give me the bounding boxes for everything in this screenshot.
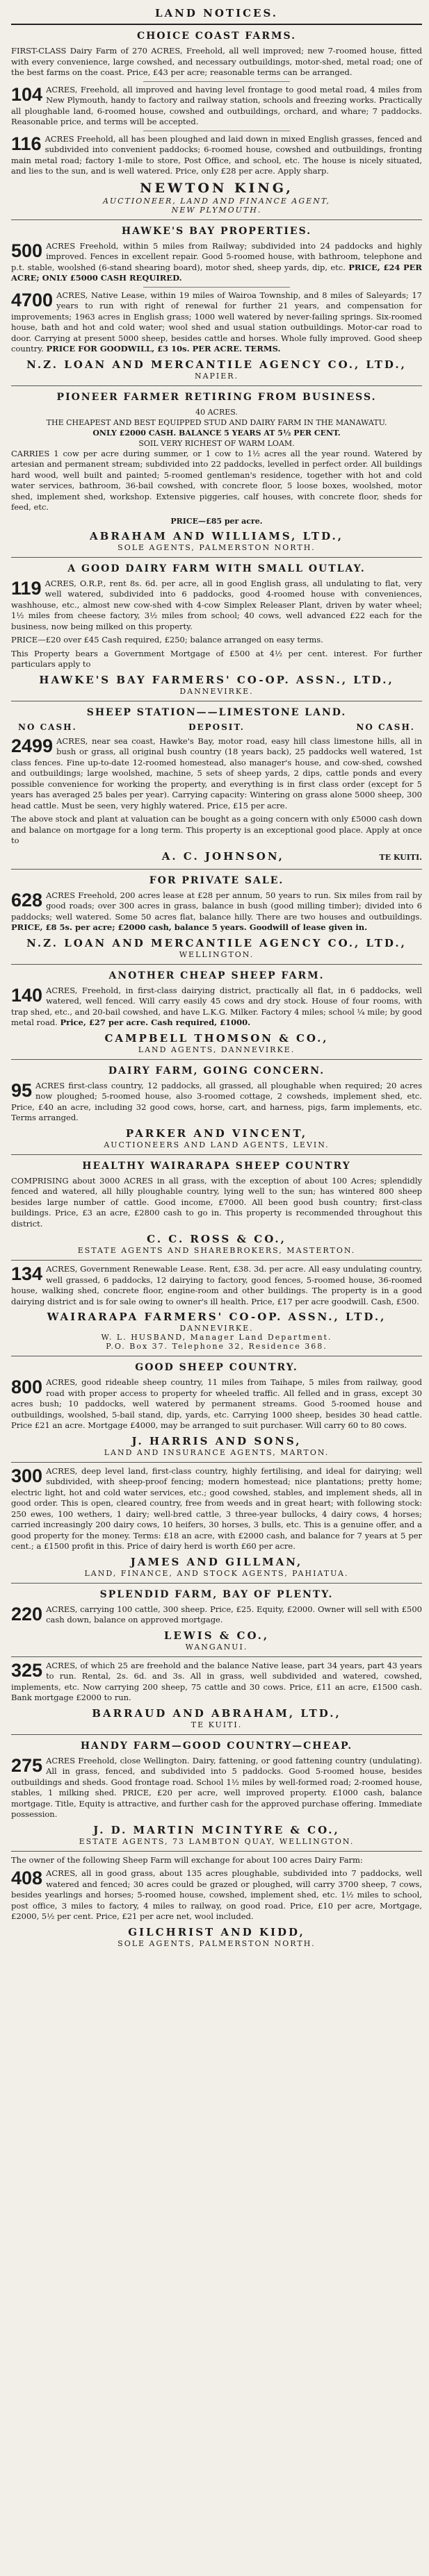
agent-name: J. HARRIS AND SONS,: [131, 1434, 302, 1447]
agent-location: ESTATE AGENTS, 73 LAMBTON QUAY, WELLINGTON.: [79, 1836, 355, 1846]
listing-119-acres: 119 ACRES, O.R.P., rent 8s. 6d. per acre, all in good English grass, all undulating to flat, very well watered, subdivided into 6 paddocks, good 4-roomed house with conveniences, washhouse, etc., almost new cow-shed with 4-cow Simplex Releaser Plant, driven by water wheel; 1½ miles from cheese factory, 3½ miles from school; 40 cows, well advanced £22 each for the business, now being milked on this property.: [11, 577, 422, 631]
cash-terms-row: NO CASH. DEPOSIT. NO CASH.: [18, 722, 415, 732]
section-title: FOR PRIVATE SALE.: [149, 874, 284, 886]
section-bay-of-plenty: [11, 1584, 422, 1657]
agent-name: N.Z. LOAN AND MERCANTILE AGENCY CO., LTD.,: [26, 936, 407, 949]
listing-800-acres: 800 ACRES, good rideable sheep country, 11 miles from Taihape, 5 miles from railway, good road with proper access to property for wheeled traffic. All felled and in grass, except 30 acres bush; 10 paddocks, well watered by permanent streams. Good 5-roomed house and outbuildings, woolshed, 5-bail stand, dip, yards, etc. Carrying 1000 sheep, besides 30 head cattle. Price £21 an acre. Mortgage £4000, may be arranged to suit purchaser. Will carry 60 to 80 cows.: [11, 1377, 422, 1430]
listing-408-acres: 408 ACRES, all in good grass, about 135 acres ploughable, subdivided into 7 paddocks, well watered and fenced; 30 acres could be grazed or ploughed, will carry 3700 sheep, 7 cows, besides yearlings and horses; 5-roomed house, cowshed, implement shed, etc. 1½ miles to school, post office, 3 miles to factory, 4 miles to railway, on good road. Price, £10 per acre, Mortgage, £2000, 5½ per cent. Price, £21 per acre net, wool included.: [11, 1868, 422, 1921]
section-title: ANOTHER CHEAP SHEEP FARM.: [108, 970, 325, 981]
listing-40-acres: CARRIES 1 cow per acre during summer, or 1 cow to 1½ acres all the year round. Watered by artesian and permanent stream; subdivided into 22 paddocks, levelled in perfect order. All buildings hard wood, well built and painted; 5-roomed gentleman's residence, together with hot and cold water services, bathroom, 36-bail cowshed, with concrete floor, 5 loose boxes, woolshed, motor shed, implement shed, workshop. Extensive piggeries, calf houses, with concrete floor, sheds for feed, etc.: [11, 448, 422, 512]
agent-manager: W. L. HUSBAND, Manager Land Department.: [101, 1333, 332, 1342]
agent-location: TE KUITI.: [191, 1720, 243, 1729]
note-line: This Property bears a Government Mortgage of £500 at 4½ per cent. interest. For further particulars apply to: [11, 648, 422, 669]
headline-cheapest: THE CHEAPEST AND BEST EQUIPPED STUD AND DAIRY FARM IN THE MANAWATU.: [46, 417, 387, 427]
section-title: CHOICE COAST FARMS.: [136, 31, 296, 42]
section-exchange: [11, 1852, 422, 1953]
agent-name: LEWIS & CO.,: [163, 1629, 270, 1642]
listing-325-acres: 325 ACRES, of which 25 are freehold and the balance Native lease, part 34 years, part 43 years to run. Rental, 2s. 6d. and 3s. All in grass, well subdivided and watered, cowshed, implements, etc. Now carrying 200 sheep, 75 cattle and 30 cows. Price, £11 an acre, £1500 cash. Bank mortgage £2000 to run.: [11, 1659, 422, 1702]
listing-275-acres: 275 ACRES Freehold, close Wellington. Dairy, fattening, or good fattening country (undulating). All in grass, fenced, and subdivided into 5 paddocks. Good 5-roomed house, besides outbuildings and sheds. Good frontage road. School 1½ miles by well-formed road; 2-roomed house, stables, 1 milking shed. PRICE, £20 per acre, well improved property. £1000 cash, balance mortgage. Title, Equity is attractive, and further cash for the approved purchase offering. Immediate possession.: [11, 1754, 422, 1819]
listing-116-acres: 116 ACRES Freehold, all has been ploughed and laid down in mixed English grasses, fenced and subdivided into convenient paddocks; 6-roomed house, cowshed and outbuildings, fronting main metal road; factory 1-mile to store, Post Office, and school, etc. The house is nicely situated, and lies to the sun, and is well watered. Price, only £28 per acre. Apply sharp.: [11, 133, 422, 176]
agent-name: HAWKE'S BAY FARMERS' CO-OP. ASSN., LTD.,: [39, 673, 394, 686]
agent-contact: P.O. Box 37. Telephone 32, Residence 368.: [106, 1342, 327, 1351]
section-dairy-going-concern: [11, 1060, 422, 1155]
section-sheep-station: [11, 701, 422, 870]
section-handy-farm: [11, 1735, 422, 1852]
listing-4700-acres: 4700 ACRES, Native Lease, within 19 miles of Wairoa Township, and 8 miles of Saleyards; 17 years to run with right of renewal for further 21 years, and compensation for improvements; 1963 acres in English grass; 1000 well watered by never-failing springs. Six-roomed house, bath and hot and cold water; wool shed and usual station outbuildings. Motor-car road to door. Carrying at present 5000 sheep, besides cattle and horses. Whole fully improved. Good sheep country. PRICE FOR GOODWILL, £3 10s. PER ACRE. TERMS.: [11, 289, 422, 354]
agent-location: WELLINGTON.: [179, 949, 254, 959]
agent-name: CAMPBELL THOMSON & CO.,: [104, 1031, 329, 1045]
agent-name: J. D. MARTIN MCINTYRE & CO.,: [93, 1823, 340, 1836]
agent-location: WANGANUI.: [185, 1642, 248, 1652]
section-native-lease: [11, 1657, 422, 1735]
section-title: HAWKE'S BAY PROPERTIES.: [121, 225, 312, 237]
masthead: LAND NOTICES.: [11, 4, 422, 25]
agent-name: JAMES AND GILLMAN,: [130, 1555, 303, 1568]
agent-name: ABRAHAM AND WILLIAMS, LTD.,: [90, 529, 343, 542]
agent-location: DANNEVIRKE.: [179, 1324, 254, 1333]
headline-cash: ONLY £2000 CASH. BALANCE 5 YEARS AT 5½ PER CENT.: [92, 428, 341, 438]
agent-location: ESTATE AGENTS AND SHAREBROKERS, MASTERTON.: [77, 1246, 356, 1255]
listing-95-acres: 95 ACRES first-class country, 12 paddocks, all grassed, all ploughable when required; 20 acres now ploughed; 5-roomed house, also 3-roomed cottage, 2 cowsheds, implement shed, etc. Price, £40 an acre, including 32 good cows, horse, cart, and harness, pigs, farm implements, etc. Terms arranged.: [11, 1079, 422, 1122]
agent-name: BARRAUD AND ABRAHAM, LTD.,: [92, 1706, 341, 1720]
section-good-dairy: [11, 558, 422, 701]
listing-140-acres: 140 ACRES, Freehold, in first-class dairying district, practically all flat, in 6 paddocks, well watered, well fenced. Will carry easily 45 cows and dry stock. House of four rooms, with trap shed, etc., and 20-bail cowshed, and have L.K.G. Milker. Factory 4 miles; school ¼ mile; by good metal road. Price, £27 per acre. Cash required, £1000.: [11, 984, 422, 1027]
agent-location: LAND AGENTS, DANNEVIRKE.: [138, 1045, 296, 1054]
agent-location: LAND, FINANCE, AND STOCK AGENTS, PAHIATUA.: [84, 1568, 349, 1578]
agent-name: GILCHRIST AND KIDD,: [128, 1925, 305, 1938]
section-private-sale: [11, 870, 422, 965]
note-line: The above stock and plant at valuation can be bought as a going concern with only £5000 cash down and balance on mortgage for a long term. This property is an exceptional good place. Apply at once to: [11, 814, 422, 845]
agent-location: DANNEVIRKE.: [179, 686, 254, 696]
section-title: A GOOD DAIRY FARM WITH SMALL OUTLAY.: [67, 563, 366, 574]
section-another-sheep: [11, 965, 422, 1060]
agent-location: AUCTIONEERS AND LAND AGENTS, LEVIN.: [104, 1140, 330, 1149]
section-title: HANDY FARM—GOOD COUNTRY—CHEAP.: [80, 1740, 353, 1752]
section-title: DAIRY FARM, GOING CONCERN.: [108, 1065, 325, 1077]
agent-location: SOLE AGENTS, PALMERSTON NORTH.: [118, 542, 316, 552]
section-title: SHEEP STATION——LIMESTONE LAND.: [86, 706, 347, 718]
section-hawkes-bay: [11, 220, 422, 386]
section-pioneer-farmer: [11, 386, 422, 558]
agent-name: PARKER AND VINCENT,: [125, 1127, 308, 1140]
section-title: PIONEER FARMER RETIRING FROM BUSINESS.: [56, 391, 377, 403]
agent-location: TE KUITI.: [379, 852, 422, 862]
headline-acres: 40 ACRES.: [195, 407, 238, 417]
section-wairarapa: [11, 1155, 422, 1261]
listing-104-acres: 104 ACRES, Freehold, all improved and having level frontage to good metal road, 4 miles from New Plymouth, handy to factory and railway station, schools and freezing works. Practically all ploughable land, 6-roomed house, cowshed and outbuildings, orchard, and whare; 7 paddocks. Reasonable price, and terms will be accepted.: [11, 83, 422, 126]
listing-628-acres: 628 ACRES Freehold, 200 acres lease at £28 per annum, 50 years to run. Six miles from rail by good roads; over 300 acres in grass, balance in bush (good milling timber); divided into 6 paddocks; well watered. Some 50 acres flat, balance hilly. There are two houses and outbuildings. PRICE, £8 5s. per acre; £2000 cash, balance 5 years. Goodwill of lease given in.: [11, 889, 422, 932]
section-title: HEALTHY WAIRARAPA SHEEP COUNTRY: [82, 1160, 351, 1172]
price-line: PRICE—£20 over £45 Cash required, £250; balance arranged on easy terms.: [11, 635, 323, 645]
listing-300-acres: 300 ACRES, deep level land, first-class country, highly fertilising, and ideal for dairying; well subdivided, with sheep-proof fencing; modern homestead; nice plantations; pretty home; electric light, hot and cold water services, etc.; good cowshed, stables, and implement sheds, all in good order. This is open, cleared country, free from weeds and in great heart; with following stock: 250 ewes, 100 wethers, 1 dairy; well-bred cattle, 3 three-year bullocks, 4 dairy cows, 4 horses; carried increasingly 200 dairy cows, 10 heifers, 30 horses, 3 bulls, etc. This is a genuine offer, and a good property for the money. Terms: £18 an acre, with £2000 cash, and balance for 7 years at 5 per cent.; a £1500 profit in this. Price of dairy herd is worth £60 per acre.: [11, 1465, 422, 1551]
section-govt-lease: [11, 1261, 422, 1356]
headline-soil: SOIL VERY RICHEST OF WARM LOAM.: [138, 438, 295, 448]
listing-134-acres: 134 ACRES, Government Renewable Lease. Rent, £38. 3d. per acre. All easy undulating country, well grassed, 6 paddocks, 12 dairying to factory, good fences, 5-roomed house, 36-roomed house, walking shed, concrete floor, engine-room and other buildings. The property is in a good dairying district and is for sale owing to owner's ill health. Price, £17 per acre goodwill. Cash, £500.: [11, 1263, 422, 1306]
agent-title: AUCTIONEER, LAND AND FINANCE AGENT,: [102, 196, 331, 206]
agent-location: NEW PLYMOUTH.: [171, 205, 262, 215]
agent-name: A. C. JOHNSON,: [161, 849, 284, 863]
section-title: GOOD SHEEP COUNTRY.: [135, 1362, 298, 1373]
listing-3000-acres: COMPRISING about 3000 ACRES in all grass, with the exception of about 100 Acres; splendidly fenced and watered, all hilly ploughable country, lying well to the sun; has wintered 800 sheep besides large number of cattle. Good income, £7000. All been good bush country; first-class buildings. Price, £3 an acre, £2800 cash to go in. This property is recommended throughout this district.: [11, 1175, 422, 1229]
agent-location: NAPIER.: [194, 371, 239, 381]
listing-500-acres: 500 ACRES Freehold, within 5 miles from Railway; subdivided into 24 paddocks and highly improved. Fences in excellent repair. Good 5-roomed house, with bathroom, telephone and p.t. stable, woolshed (6-stand shearing board), motor shed, sheep yards, dip, etc. PRICE, £24 PER ACRE; ONLY £5000 CASH REQUIRED.: [11, 240, 422, 283]
listing-270-acres: FIRST-CLASS Dairy Farm of 270 ACRES, Freehold, all well improved; new 7-roomed house, fitted with every convenience, large cowshed, and necessary outbuildings, motor-shed, metal road; one of the best farms on the coast. Price, £43 per acre; reasonable terms can be arranged.: [11, 46, 422, 77]
intro-line: The owner of the following Sheep Farm will exchange for about 100 acres Dairy Farm:: [11, 1854, 363, 1865]
listing-220-acres: 220 ACRES, carrying 100 cattle, 300 sheep. Price, £25. Equity, £2000. Owner will sell with £500 cash down, balance on approved mortgage.: [11, 1603, 422, 1624]
section-good-sheep: [11, 1356, 422, 1463]
agent-name: N.Z. LOAN AND MERCANTILE AGENCY CO., LTD.,: [26, 358, 407, 371]
section-title: SPLENDID FARM, BAY OF PLENTY.: [99, 1588, 334, 1600]
section-coast-farms: [11, 25, 422, 220]
section-dairy-300: [11, 1463, 422, 1584]
agent-name: WAIRARAPA FARMERS' CO-OP. ASSN., LTD.,: [47, 1311, 387, 1323]
agent-name: C. C. ROSS & CO.,: [147, 1233, 286, 1245]
agent-row: [11, 850, 422, 863]
agent-location: LAND AND INSURANCE AGENTS, MARTON.: [104, 1447, 330, 1457]
agent-name: NEWTON KING,: [140, 180, 293, 196]
price-line: PRICE—£85 per acre.: [170, 516, 263, 526]
agent-location: SOLE AGENTS, PALMERSTON NORTH.: [118, 1938, 316, 1948]
listing-2499-acres: 2499 ACRES, near sea coast, Hawke's Bay, motor road, easy hill class limestone hills, all in bush or grass, all original bush country (18 years back), 25 paddocks well watered, 1st class fences. Fine up-to-date 12-roomed homestead, also manager's house, and cow-shed, cowshed and outbuildings; large woolshed, machine, 5 sets of sheep yards, 2 dips, cattle ponds and every possible convenience for working the property, and everything is in first class order (except for 5 years has averaged 25 bales per year). Carrying capacity: Wintering on grass alone 5000 sheep, 300 head cattle. Must be seen, very highly watered. Price, £15 per acre.: [11, 735, 422, 811]
